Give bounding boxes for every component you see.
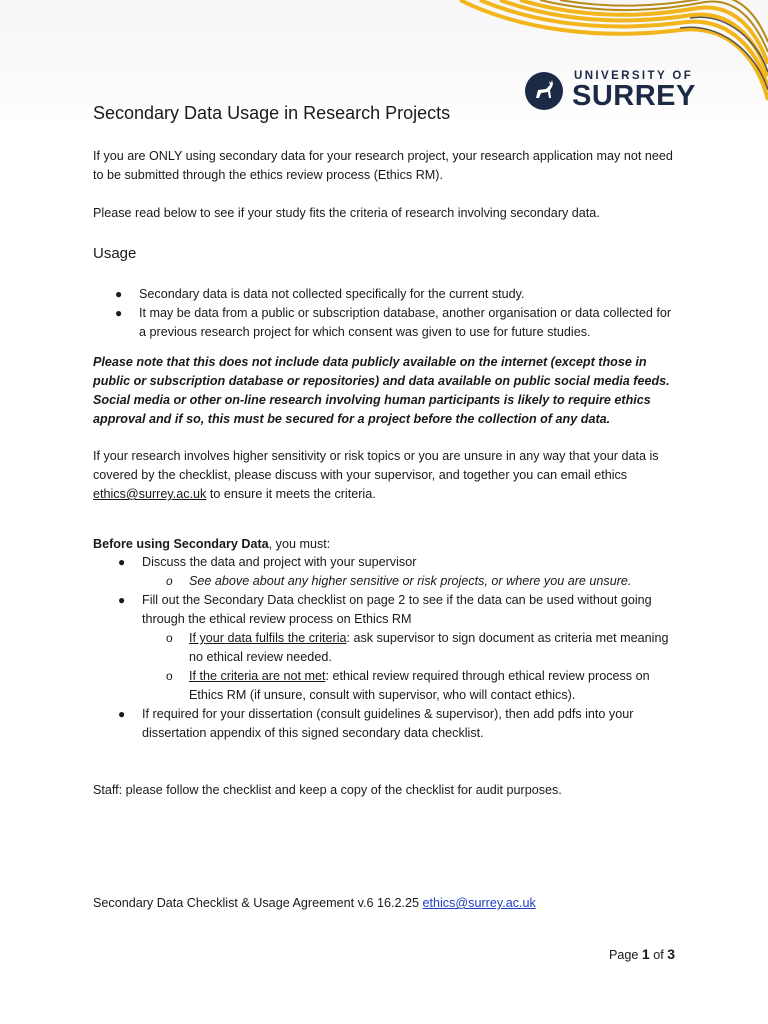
list-item (118, 553, 682, 572)
list-item (142, 667, 682, 705)
ethics-email-link[interactable]: ethics@surrey.ac.uk (93, 487, 207, 501)
before-bullet-2: Fill out the Secondary Data checklist on page 2 to see if the data can be used without going through the ethical review process on Ethics RM (142, 593, 652, 626)
before-lead-rest: , you must: (268, 537, 331, 551)
footer (93, 896, 536, 910)
usage-bullet-1: Secondary data is data not collected specifically for the current study. (139, 287, 525, 301)
list-item (142, 629, 682, 667)
bullet-icon: ● (118, 593, 126, 607)
logo-surrey: SURREY (572, 80, 696, 112)
risk-tail: to ensure it meets the criteria. (206, 487, 376, 501)
criteria-not-met-text: : ethical review required through ethical review process on Ethics RM (if unsure, consult with supervisor, who will contact ethics). (189, 669, 650, 702)
bullet-icon: ● (115, 306, 123, 320)
important-note: Please note that this does not include data publicly available on the internet (except those in public or subscription database or repositories) and data available on public social media feeds. Social media or other on-line research involving human participants is likely to require ethics approval and if so, this must be secured for a project before the collection of any data. (93, 355, 670, 426)
list-item (142, 572, 682, 591)
sub-bullet-icon: o (166, 669, 173, 683)
page-number (609, 946, 675, 962)
usage-bullet-2: It may be data from a public or subscription database, another organisation or data collected for a previous research project for which consent was given to use for future studies. (139, 306, 672, 339)
list-item (115, 285, 679, 304)
footer-text: Secondary Data Checklist & Usage Agreement v.6 16.2.25 (93, 896, 423, 910)
staff-note: Staff: please follow the checklist and keep a copy of the checklist for audit purposes. (93, 783, 562, 797)
before-list (118, 553, 682, 743)
before-lead-bold: Before using Secondary Data (93, 537, 269, 551)
intro-paragraph-1: If you are ONLY using secondary data for your research project, your research application may not need to be submitted through the ethics review process (Ethics RM). (93, 149, 673, 182)
list-item (118, 705, 682, 743)
footer-email-link[interactable]: ethics@surrey.ac.uk (422, 896, 536, 910)
before-lead (93, 535, 683, 554)
before-bullet-3: If required for your dissertation (consult guidelines & supervisor), then add pdfs into your dissertation appendix of this signed secondary data checklist. (142, 707, 634, 740)
before-bullet-1-sub: See above about any higher sensitive or risk projects, or where you are unsure. (189, 574, 632, 588)
bullet-icon: ● (118, 707, 126, 721)
criteria-met-text: : ask supervisor to sign document as criteria met meaning no ethical review needed. (189, 631, 669, 664)
list-item (115, 304, 679, 342)
sub-bullet-icon: o (166, 574, 173, 588)
usage-list (115, 285, 679, 342)
before-bullet-1: Discuss the data and project with your supervisor (142, 555, 417, 569)
page-label: Page (609, 948, 642, 962)
risk-paragraph (93, 447, 683, 504)
usage-heading: Usage (93, 245, 137, 262)
intro-paragraph-2: Please read below to see if your study fits the criteria of research involving secondary data. (93, 206, 600, 220)
page-current: 1 (641, 946, 650, 962)
page-title: Secondary Data Usage in Research Projects (93, 103, 451, 123)
logo-university-of: UNIVERSITY OF (574, 70, 694, 82)
bullet-icon: ● (118, 555, 126, 569)
risk-text: If your research involves higher sensitivity or risk topics or you are unsure in any way that your data is covered by the checklist, please discuss with your supervisor, and together you can email ethics (93, 449, 659, 482)
bullet-icon: ● (115, 287, 123, 301)
criteria-met-label: If your data fulfils the criteria (189, 631, 347, 645)
sub-bullet-icon: o (166, 631, 173, 645)
criteria-not-met-label: If the criteria are not met (189, 669, 326, 683)
university-logo (524, 70, 704, 112)
page-of: of (649, 948, 668, 962)
page-total: 3 (667, 946, 676, 962)
stag-seal-icon (524, 71, 564, 111)
list-item (118, 591, 682, 629)
